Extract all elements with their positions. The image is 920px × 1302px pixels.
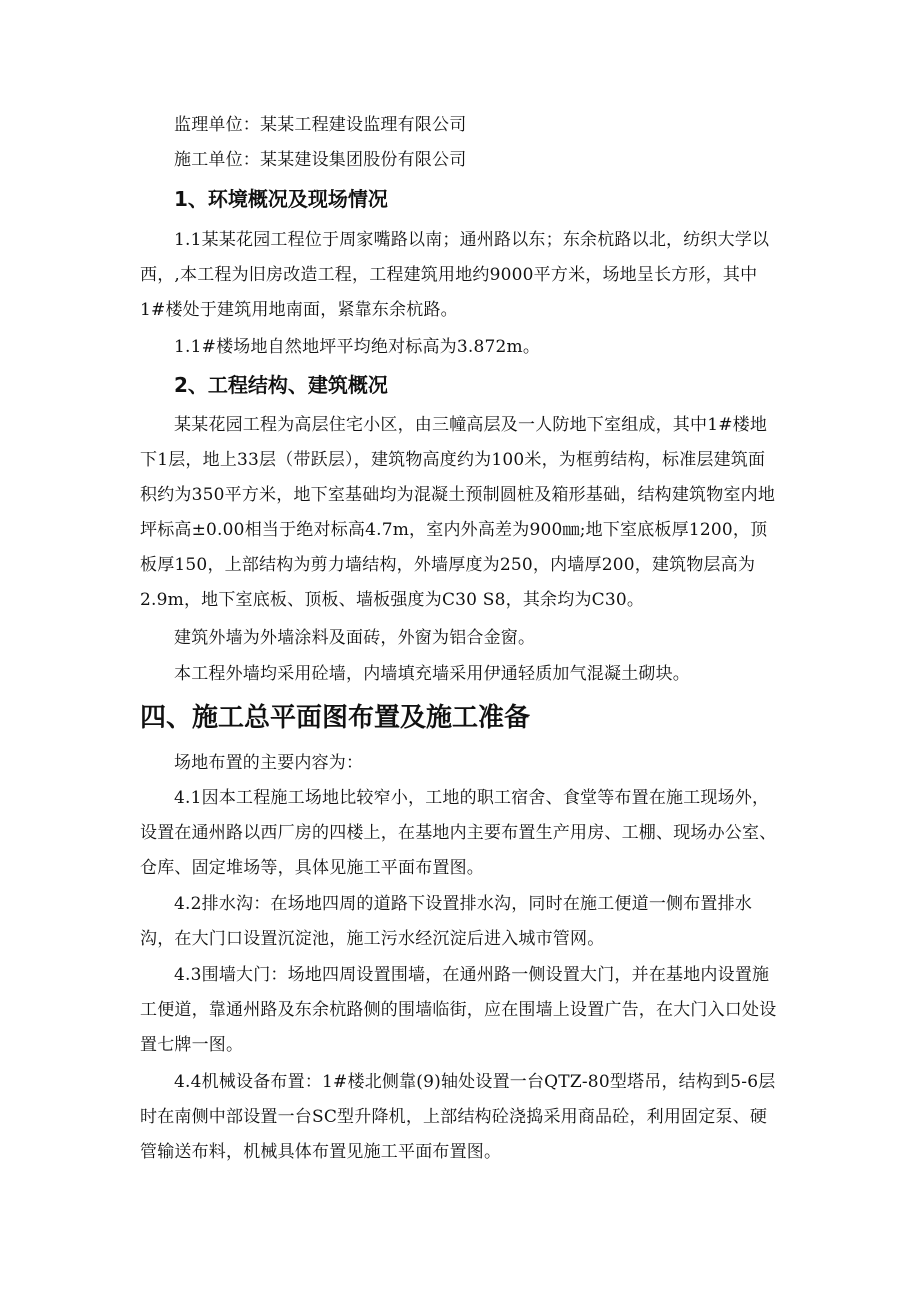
section-2-paragraph-1: 某某花园工程为高层住宅小区，由三幢高层及一人防地下室组成，其中1#楼地下1层，地上33层（带跃层），建筑物高度约为100米，为框剪结构，标准层建筑面积约为350平方米，地下室基础均为混凝土预制圆桩及箱形基础，结构建筑物室内地坪标高±0.00相当于绝对标高4.7m，室内外高差为900㎜;地下室底板厚1200，顶板厚150，上部结构为剪力墙结构，外墙厚度为250，内墙厚200，建筑物层高为2.9m，地下室底板、顶板、墙板强度为C30 S8，其余均为C30。 bbox=[140, 415, 776, 610]
section-1-paragraph-2: 1.1#楼场地自然地坪平均绝对标高为3.872m。 bbox=[174, 337, 541, 357]
section-4-paragraph-3: 4.3围墙大门：场地四周设置围墙，在通州路一侧设置大门，并在基地内设置施工便道，靠通州路及东余杭路侧的围墙临街，应在围墙上设置广告，在大门入口处设置七牌一图。 bbox=[140, 965, 777, 1055]
section-4-heading: 四、施工总平面图布置及施工准备 bbox=[140, 703, 531, 733]
section-1-paragraph-1: 1.1某某花园工程位于周家嘴路以南；通州路以东；东余杭路以北，纺织大学以西，,本工程为旧房改造工程，工程建筑用地约9000平方米，场地呈长方形，其中1#楼处于建筑用地南面，紧靠东余杭路。 bbox=[140, 230, 770, 320]
section-2-paragraph-3: 本工程外墙均采用砼墙，内墙填充墙采用伊通轻质加气混凝土砌块。 bbox=[174, 664, 690, 684]
section-1-heading: 1、环境概况及现场情况 bbox=[174, 187, 388, 211]
section-4-intro: 场地布置的主要内容为： bbox=[174, 753, 364, 773]
section-4-paragraph-1: 4.1因本工程施工场地比较窄小，工地的职工宿舍、食堂等布置在施工现场外，设置在通州路以西厂房的四楼上，在基地内主要布置生产用房、工棚、现场办公室、仓库、固定堆场等，具体见施工平面布置图。 bbox=[140, 788, 777, 878]
section-2-heading: 2、工程结构、建筑概况 bbox=[174, 373, 388, 397]
supervisor-unit-line: 监理单位：某某工程建设监理有限公司 bbox=[174, 115, 467, 135]
section-4-paragraph-2: 4.2排水沟：在场地四周的道路下设置排水沟，同时在施工便道一侧布置排水沟，在大门口设置沉淀池，施工污水经沉淀后进入城市管网。 bbox=[140, 894, 753, 949]
contractor-unit-line: 施工单位：某某建设集团股份有限公司 bbox=[174, 150, 467, 170]
section-2-paragraph-2: 建筑外墙为外墙涂料及面砖，外窗为铝合金窗。 bbox=[174, 628, 536, 648]
section-4-paragraph-4: 4.4机械设备布置：1#楼北侧靠(9)轴处设置一台QTZ-80型塔吊，结构到5-6层时在南侧中部设置一台SC型升降机，上部结构砼浇捣采用商品砼，利用固定泵、硬管输送布料，机械具体布置见施工平面布置图。 bbox=[140, 1072, 776, 1162]
